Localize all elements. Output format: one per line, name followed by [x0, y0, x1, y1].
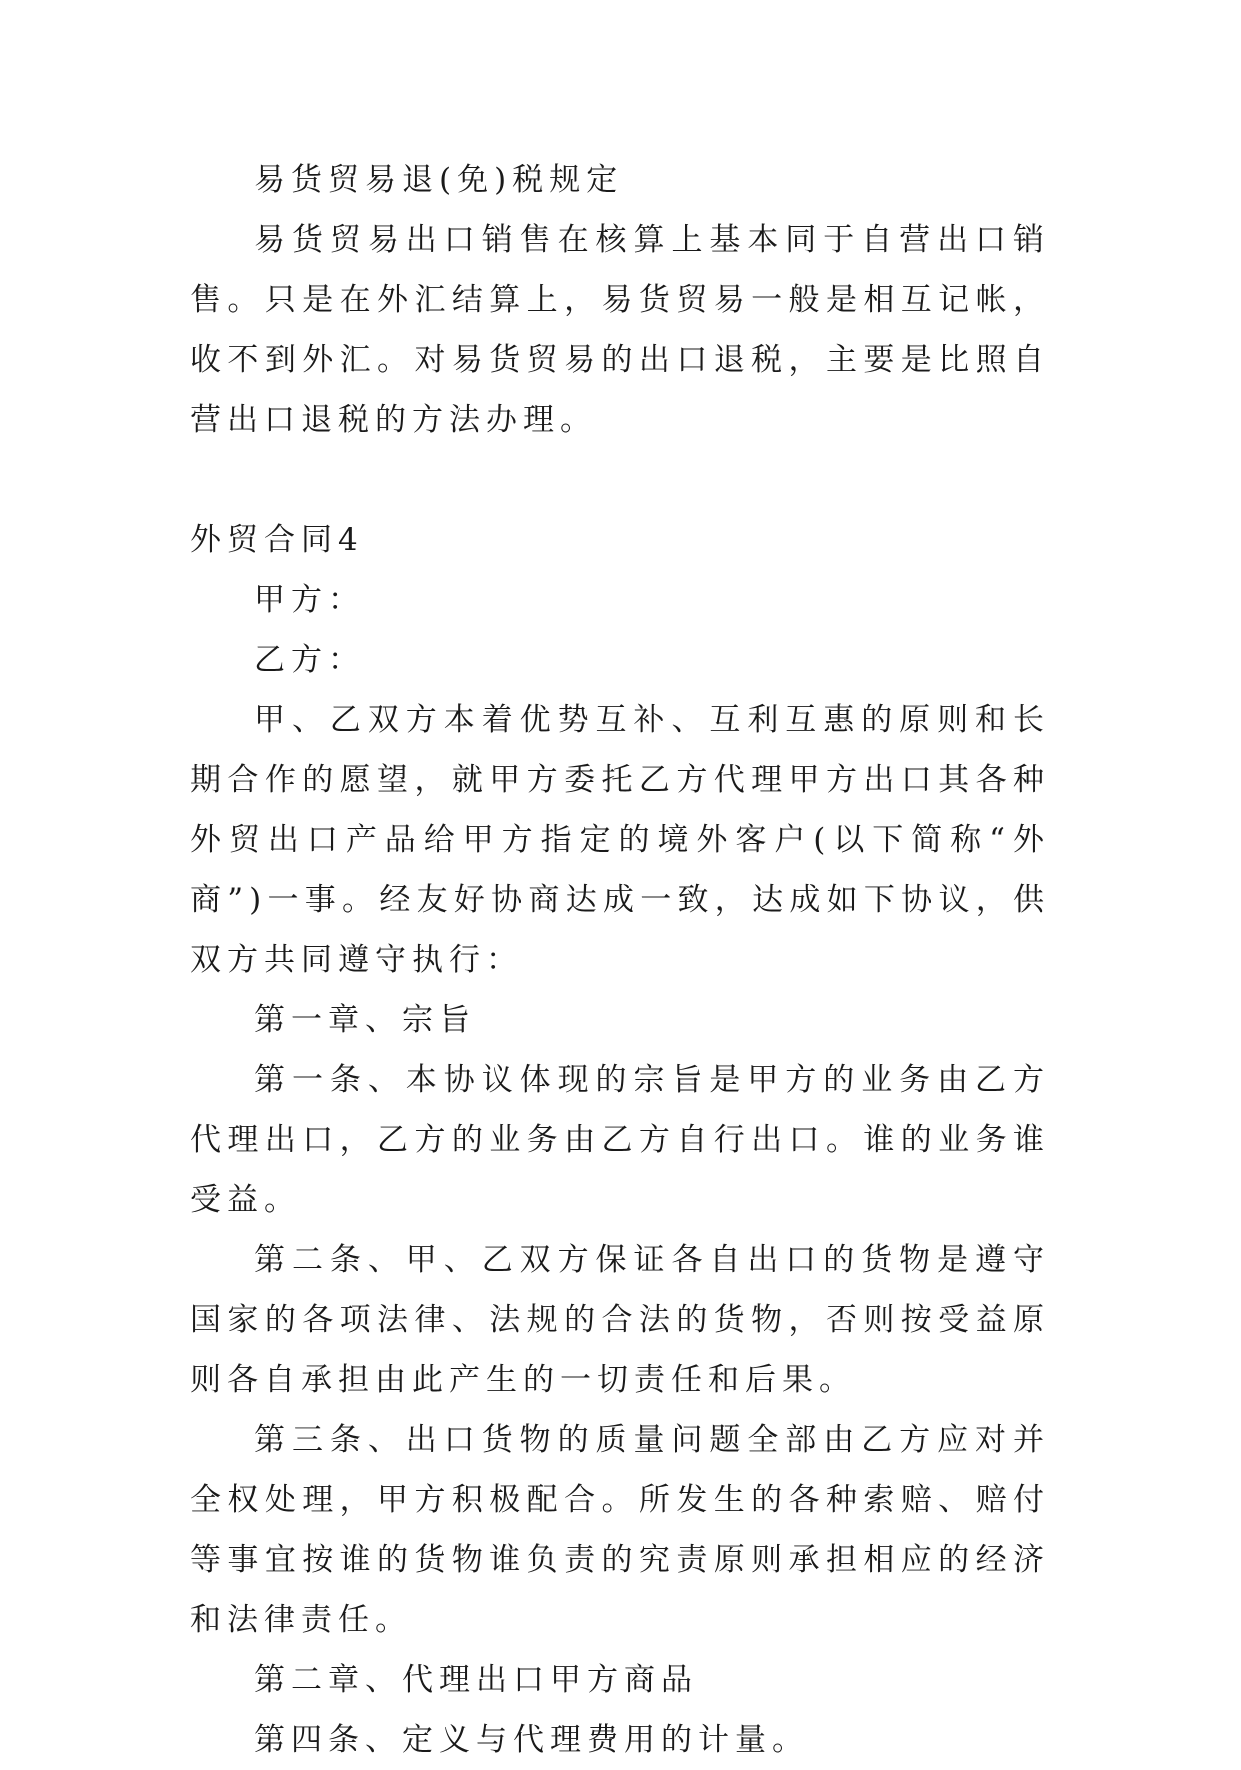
article-paragraph: 第一条、本协议体现的宗旨是甲方的业务由乙方代理出口，乙方的业务由乙方自行出口。谁的业务谁受益。: [190, 1062, 1050, 1218]
article-paragraph: 第二条、甲、乙双方保证各自出口的货物是遵守国家的各项法律、法规的合法的货物，否则按受益原则各自承担由此产生的一切责任和后果。: [190, 1242, 1050, 1398]
document-body: [190, 150, 1050, 1770]
party-a-label: 甲方：: [254, 582, 365, 618]
chapter-title: 第二章、代理出口甲方商品: [254, 1662, 698, 1698]
article-paragraph: 第四条、定义与代理费用的计量。: [254, 1722, 809, 1758]
contract-heading: 外贸合同4: [190, 522, 364, 558]
article-paragraph: 第三条、出口货物的质量问题全部由乙方应对并全权处理，甲方积极配合。所发生的各种索赔、赔付等事宜按谁的货物谁负责的究责原则承担相应的经济和法律责任。: [190, 1422, 1050, 1638]
chapter-title: 第一章、宗旨: [254, 1002, 476, 1038]
party-b-label: 乙方：: [254, 642, 365, 678]
paragraph: 易货贸易出口销售在核算上基本同于自营出口销售。只是在外汇结算上，易货贸易一般是相互记帐，收不到外汇。对易货贸易的出口退税，主要是比照自营出口退税的方法办理。: [190, 222, 1050, 438]
section-title: 易货贸易退(免)税规定: [254, 162, 624, 198]
preamble-paragraph: 甲、乙双方本着优势互补、互利互惠的原则和长期合作的愿望，就甲方委托乙方代理甲方出口其各种外贸出口产品给甲方指定的境外客户(以下简称“外商”)一事。经友好协商达成一致，达成如下协议，供双方共同遵守执行：: [190, 702, 1050, 978]
spacer: [190, 450, 1050, 510]
